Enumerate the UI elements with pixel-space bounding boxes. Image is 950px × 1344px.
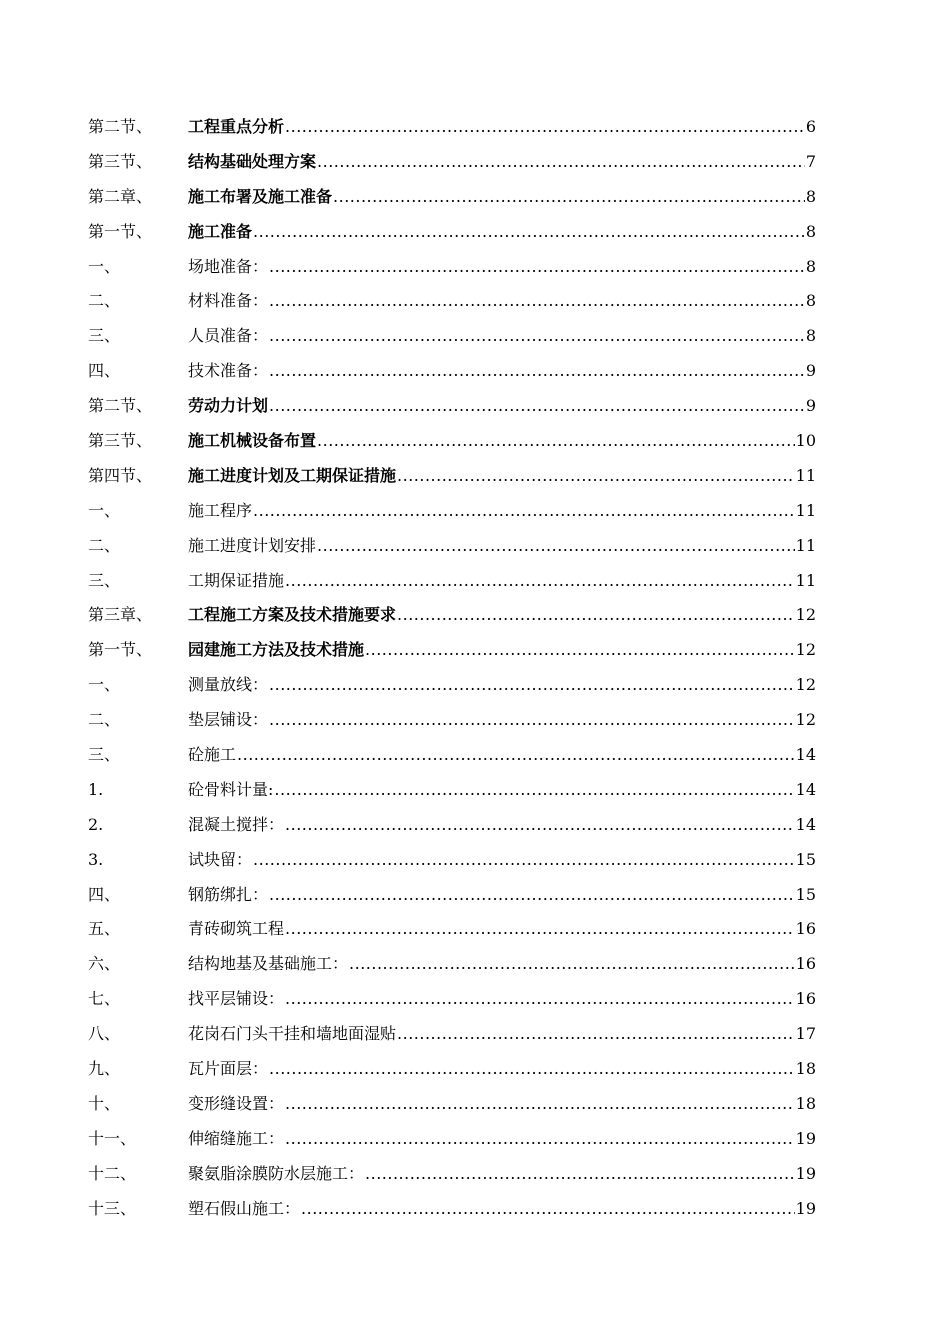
toc-entry-title: 园建施工方法及技术措施 <box>188 640 365 660</box>
toc-entry-number: 八、 <box>88 1024 121 1044</box>
toc-dot-leader <box>274 775 794 805</box>
toc-entry[interactable] <box>88 391 816 426</box>
toc-entry-page: 8 <box>805 291 816 311</box>
toc-entry[interactable] <box>88 252 816 287</box>
toc-entry[interactable] <box>88 740 816 775</box>
toc-entry-page: 14 <box>795 779 816 799</box>
toc-entry[interactable] <box>88 426 816 461</box>
toc-dot-leader <box>285 1124 795 1154</box>
toc-entry[interactable] <box>88 531 816 566</box>
toc-entry-title: 测量放线： <box>188 675 269 695</box>
toc-entry-number: 六、 <box>88 954 121 974</box>
toc-entry[interactable] <box>88 1194 816 1229</box>
toc-entry-title: 人员准备： <box>188 326 269 346</box>
toc-dot-leader <box>269 356 805 386</box>
toc-entry-title: 结构地基及基础施工： <box>188 954 349 974</box>
toc-dot-leader <box>317 426 795 456</box>
toc-dot-leader <box>397 1019 795 1049</box>
toc-dot-leader <box>285 984 795 1014</box>
toc-entry-page: 11 <box>795 500 816 520</box>
toc-dot-leader <box>285 810 795 840</box>
toc-entry-title: 青砖砌筑工程 <box>188 919 285 939</box>
toc-entry[interactable] <box>88 321 816 356</box>
toc-entry-title: 场地准备： <box>188 256 269 276</box>
toc-entry[interactable] <box>88 880 816 915</box>
toc-dot-leader <box>269 321 805 351</box>
toc-entry-number: 九、 <box>88 1059 121 1079</box>
toc-dot-leader <box>317 531 795 561</box>
toc-entry-title: 材料准备： <box>188 291 269 311</box>
toc-entry[interactable] <box>88 984 816 1019</box>
toc-entry[interactable] <box>88 461 816 496</box>
toc-dot-leader <box>285 566 795 596</box>
toc-entry-page: 16 <box>795 989 816 1009</box>
toc-dot-leader <box>253 496 795 526</box>
toc-entry-number: 第三节、 <box>88 151 153 171</box>
toc-dot-leader <box>269 252 805 282</box>
toc-entry-number: 三、 <box>88 570 121 590</box>
toc-entry[interactable] <box>88 182 816 217</box>
toc-entry[interactable] <box>88 112 816 147</box>
toc-dot-leader <box>269 705 795 735</box>
toc-entry-page: 6 <box>805 117 816 136</box>
toc-entry-number: 第二章、 <box>88 186 153 206</box>
toc-entry-page: 11 <box>795 535 816 555</box>
toc-entry-title: 混凝土搅拌： <box>188 814 285 834</box>
toc-entry-title: 施工进度计划安排 <box>188 535 317 555</box>
toc-entry-number: 第二节、 <box>88 117 153 136</box>
toc-entry-number: 一、 <box>88 675 121 695</box>
toc-entry-page: 15 <box>795 884 816 904</box>
toc-dot-leader <box>285 914 795 944</box>
toc-entry-title: 施工进度计划及工期保证措施 <box>188 465 397 485</box>
toc-dot-leader <box>317 147 805 177</box>
toc-entry-number: 三、 <box>88 745 121 765</box>
toc-dot-leader <box>397 461 795 491</box>
toc-entry[interactable] <box>88 600 816 635</box>
toc-entry[interactable] <box>88 670 816 705</box>
toc-entry-page: 8 <box>805 221 816 241</box>
toc-entry-number: 十一、 <box>88 1128 137 1148</box>
toc-entry-page: 15 <box>795 849 816 869</box>
toc-entry-title: 花岗石门头干挂和墙地面湿贴 <box>188 1024 397 1044</box>
toc-entry-number: 2. <box>88 814 104 834</box>
toc-dot-leader <box>269 1054 795 1084</box>
toc-entry[interactable] <box>88 775 816 810</box>
toc-entry-number: 三、 <box>88 326 121 346</box>
toc-entry-title: 施工准备 <box>188 221 253 241</box>
toc-entry-number: 第一节、 <box>88 640 153 660</box>
toc-entry[interactable] <box>88 1054 816 1089</box>
toc-entry-page: 10 <box>795 431 816 451</box>
toc-entry-page: 19 <box>795 1128 816 1148</box>
toc-entry-page: 14 <box>795 745 816 765</box>
toc-entry-page: 9 <box>805 396 816 416</box>
toc-entry-number: 十、 <box>88 1093 121 1113</box>
toc-entry-title: 劳动力计划 <box>188 396 269 416</box>
toc-entry-page: 18 <box>795 1059 816 1079</box>
toc-dot-leader <box>269 391 805 421</box>
toc-entry-title: 结构基础处理方案 <box>188 151 317 171</box>
toc-entry-title: 技术准备： <box>188 361 269 381</box>
toc-entry[interactable] <box>88 635 816 670</box>
toc-entry-number: 第一节、 <box>88 221 153 241</box>
toc-dot-leader <box>253 217 805 247</box>
toc-dot-leader <box>269 670 795 700</box>
toc-entry[interactable] <box>88 1019 816 1054</box>
toc-entry-page: 12 <box>795 710 816 730</box>
toc-entry-title: 垫层铺设： <box>188 710 269 730</box>
toc-dot-leader <box>333 182 805 212</box>
toc-entry[interactable] <box>88 705 816 740</box>
toc-entry[interactable] <box>88 1089 816 1124</box>
toc-dot-leader <box>365 1159 795 1189</box>
toc-entry-page: 11 <box>795 465 816 485</box>
toc-entry-page: 9 <box>805 361 816 381</box>
toc-entry[interactable] <box>88 217 816 252</box>
toc-dot-leader <box>237 740 795 770</box>
toc-entry-page: 16 <box>795 954 816 974</box>
toc-entry-number: 1. <box>88 779 104 799</box>
toc-dot-leader <box>349 949 795 979</box>
toc-entry-page: 12 <box>795 675 816 695</box>
toc-entry-title: 瓦片面层： <box>188 1059 269 1079</box>
toc-entry[interactable] <box>88 496 816 531</box>
toc-entry[interactable] <box>88 356 816 391</box>
toc-entry-number: 一、 <box>88 500 121 520</box>
toc-entry-page: 12 <box>795 605 816 625</box>
toc-entry-number: 3. <box>88 849 104 869</box>
toc-entry-page: 8 <box>805 186 816 206</box>
toc-entry-page: 8 <box>805 256 816 276</box>
toc-dot-leader <box>285 1089 795 1119</box>
toc-entry-title: 工程施工方案及技术措施要求 <box>188 605 397 625</box>
toc-entry-title: 砼施工 <box>188 745 237 765</box>
toc-dot-leader <box>365 635 795 665</box>
toc-entry-page: 8 <box>805 326 816 346</box>
toc-entry-title: 施工机械设备布置 <box>188 431 317 451</box>
toc-entry-number: 七、 <box>88 989 121 1009</box>
toc-entry-page: 7 <box>805 151 816 171</box>
toc-entry-page: 11 <box>795 570 816 590</box>
toc-entry-page: 19 <box>795 1198 816 1218</box>
toc-entry-title: 施工程序 <box>188 500 253 520</box>
toc-entry-title: 工期保证措施 <box>188 570 285 590</box>
toc-entry-number: 四、 <box>88 884 121 904</box>
toc-entry-page: 12 <box>795 640 816 660</box>
toc-entry[interactable] <box>88 566 816 601</box>
toc-entry-number: 十三、 <box>88 1198 137 1218</box>
toc-dot-leader <box>253 845 795 875</box>
toc-entry-page: 14 <box>795 814 816 834</box>
toc-entry-page: 18 <box>795 1093 816 1113</box>
toc-entry-page: 17 <box>795 1024 816 1044</box>
toc-entry-title: 聚氨脂涂膜防水层施工： <box>188 1163 365 1183</box>
toc-entry[interactable] <box>88 147 816 182</box>
toc-entry[interactable] <box>88 845 816 880</box>
toc-entry-number: 二、 <box>88 710 121 730</box>
toc-dot-leader <box>285 112 805 142</box>
toc-entry-title: 工程重点分析 <box>188 117 285 136</box>
toc-entry-number: 十二、 <box>88 1163 137 1183</box>
toc-entry-title: 塑石假山施工： <box>188 1198 301 1218</box>
toc-entry[interactable] <box>88 1124 816 1159</box>
toc-entry-title: 找平层铺设： <box>188 989 285 1009</box>
toc-entry-number: 五、 <box>88 919 121 939</box>
toc-entry-page: 19 <box>795 1163 816 1183</box>
toc-entry[interactable] <box>88 1159 816 1194</box>
toc-entry-title: 变形缝设置： <box>188 1093 285 1113</box>
toc-entry-title: 施工布署及施工准备 <box>188 186 333 206</box>
toc-entry[interactable] <box>88 286 816 321</box>
toc-entry-page: 16 <box>795 919 816 939</box>
toc-entry-title: 砼骨料计量: <box>188 779 274 799</box>
toc-entry-number: 第四节、 <box>88 465 153 485</box>
toc-entry-number: 第三节、 <box>88 431 153 451</box>
toc-entry-number: 四、 <box>88 361 121 381</box>
toc-entry-title: 试块留： <box>188 849 253 869</box>
toc-entry-number: 二、 <box>88 535 121 555</box>
toc-dot-leader <box>269 880 795 910</box>
toc-entry[interactable] <box>88 914 816 949</box>
toc-entry-title: 伸缩缝施工： <box>188 1128 285 1148</box>
toc-dot-leader <box>397 600 795 630</box>
toc-entry-number: 二、 <box>88 291 121 311</box>
toc-entry[interactable] <box>88 949 816 984</box>
toc-dot-leader <box>269 286 805 316</box>
toc-entry[interactable] <box>88 810 816 845</box>
toc-entry-number: 第三章、 <box>88 605 153 625</box>
table-of-contents <box>88 112 816 1229</box>
toc-entry-number: 第二节、 <box>88 396 153 416</box>
toc-dot-leader <box>301 1194 795 1224</box>
toc-entry-title: 钢筋绑扎： <box>188 884 269 904</box>
toc-entry-number: 一、 <box>88 256 121 276</box>
